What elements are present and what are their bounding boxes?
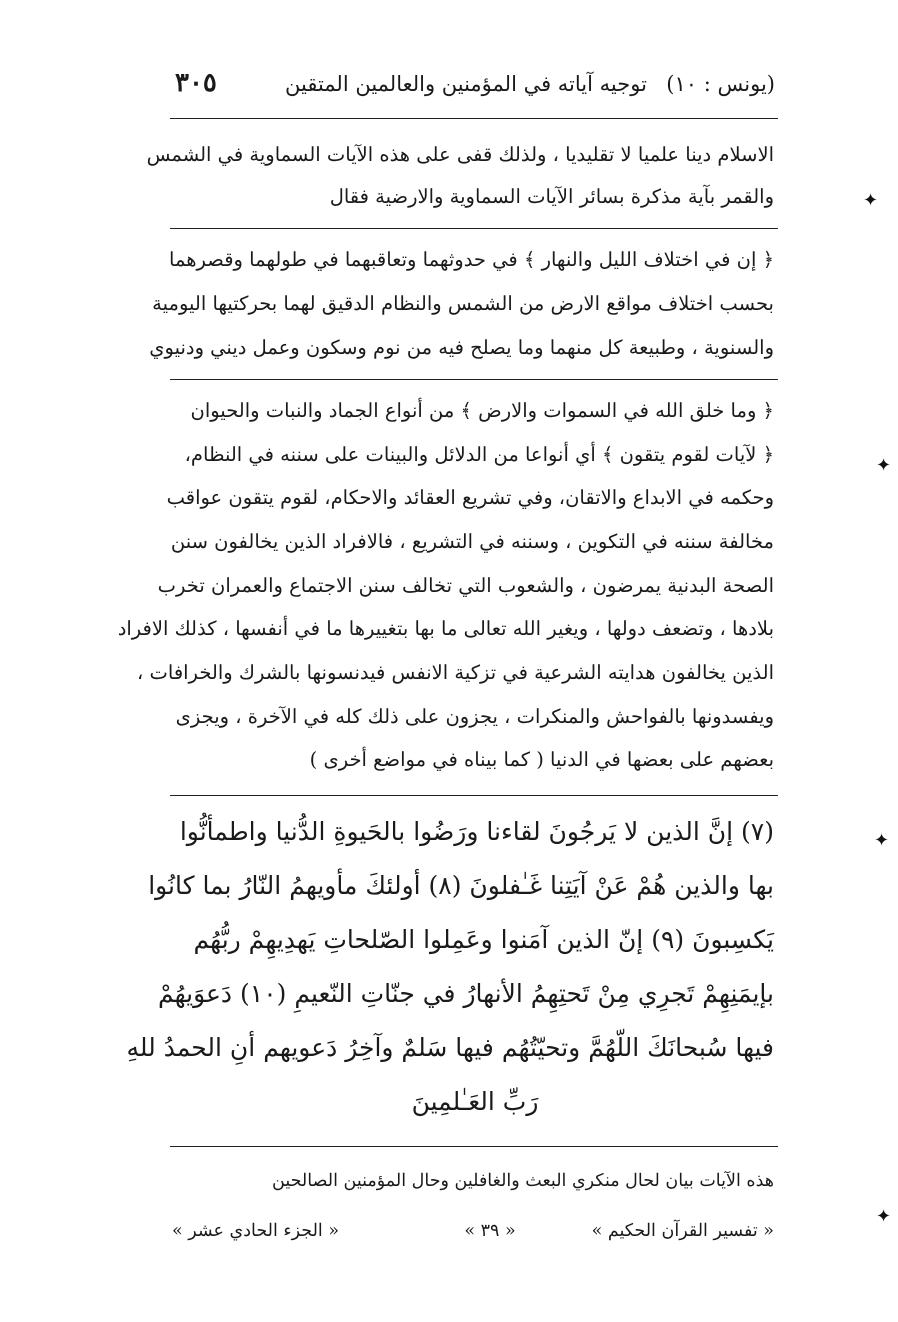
margin-marker: ✦ (863, 190, 879, 211)
section-rule (170, 228, 778, 229)
paragraph-line: ﴿ لآيات لقوم يتقون ﴾ أي أنواعا من الدلائل والبينات على سننه في النظام، (184, 443, 774, 466)
paragraph-line: الذين يخالفون هدايته الشرعية في تزكية الانفس فيدنسونها بالشرك والخرافات ، (137, 661, 774, 684)
footer-part: « الجزء الحادي عشر » (172, 1221, 340, 1241)
quran-verse-line: بها والذين هُمْ عَنْ آيَتِنا غَـٰفلونَ (٨) أولئكَ مأويهمُ النّارُ بما كانُوا (148, 871, 774, 900)
quran-verse-line: يَكسِبونَ (٩) إنّ الذين آمَنوا وعَمِلوا الصّلحاتِ يَهدِيهِمْ ربُّهُم (193, 925, 774, 954)
paragraph-line: ﴿ وما خلق الله في السموات والارض ﴾ من أنواع الجماد والنبات والحيوان (190, 399, 774, 422)
paragraph-line: والسنوية ، وطبيعة كل منهما وما يصلح فيه من نوم وسكون وعمل ديني ودنيوي (149, 336, 774, 359)
surah-reference: (يونس : ١٠) (666, 72, 775, 96)
header-title: توجيه آياته في المؤمنين والعالمين المتقين (285, 72, 647, 96)
paragraph-line: بلادها ، وتضعف دولها ، ويغير الله تعالى ما بها بتغييرها ما في أنفسها ، كذلك الافراد (117, 617, 774, 640)
paragraph-line: بحسب اختلاف مواقع الارض من الشمس والنظام الدقيق لهما بحركتيها اليومية (152, 292, 774, 315)
paragraph-line: والقمر بآية مذكرة بسائر الآيات السماوية والارضية فقال (329, 185, 774, 208)
paragraph-line: ﴿ إن في اختلاف الليل والنهار ﴾ في حدوثهما وتعاقبهما في طولهما وقصرهما (169, 248, 774, 271)
margin-marker: ✦ (876, 455, 892, 476)
header-rule (170, 118, 778, 119)
quran-verse-line: رَبِّ العَـٰلمِينَ (411, 1087, 539, 1116)
paragraph-line: الصحة البدنية يمرضون ، والشعوب التي تخالف سنن الاجتماع والعمران تخرب (157, 574, 774, 597)
paragraph-line: مخالفة سننه في التكوين ، وسننه في التشريع ، فالافراد الذين يخالفون سنن (170, 530, 774, 553)
running-header (175, 68, 775, 108)
paragraph-line: الاسلام دينا علميا لا تقليديا ، ولذلك قفى على هذه الآيات السماوية في الشمس (146, 143, 774, 166)
footer-signature: « ٣٩ » (464, 1221, 516, 1241)
footnote: هذه الآيات بيان لحال منكري البعث والغافلين وحال المؤمنين الصالحين (272, 1171, 774, 1191)
quran-verse-line: فيها سُبحانَكَ اللّهُمَّ وتحيّتُهُم فيها سَلمٌ وآخِرُ دَعويهم أنِ الحمدُ للهِ (126, 1033, 774, 1062)
page-number: ٣٠٥ (175, 68, 217, 98)
margin-marker: ✦ (874, 830, 890, 851)
section-rule (170, 379, 778, 380)
margin-marker: ✦ (876, 1206, 892, 1227)
paragraph-line: ويفسدونها بالفواحش والمنكرات ، يجزون على ذلك كله في الآخرة ، ويجزى (175, 705, 774, 728)
quran-verse-line: بإيمَنِهِمْ تَجرِي مِنْ تَحتِهِمُ الأنهارُ في جنّاتِ النّعيمِ (١٠) دَعوَيهُمْ (157, 979, 774, 1008)
section-rule (170, 795, 778, 796)
quran-verse-line: (٧) إنَّ الذين لا يَرجُونَ لقاءنا ورَضُوا بالحَيوةِ الدُّنيا واطمأنُّوا (179, 817, 774, 846)
paragraph-line: وحكمه في الابداع والاتقان، وفي تشريع العقائد والاحكام، لقوم يتقون عواقب (166, 486, 774, 509)
footnote-rule (170, 1146, 778, 1147)
paragraph-line: بعضهم على بعضها في الدنيا ( كما بيناه في مواضع أخرى ) (309, 748, 774, 771)
footer-book-title: « تفسير القرآن الحكيم » (591, 1221, 774, 1241)
